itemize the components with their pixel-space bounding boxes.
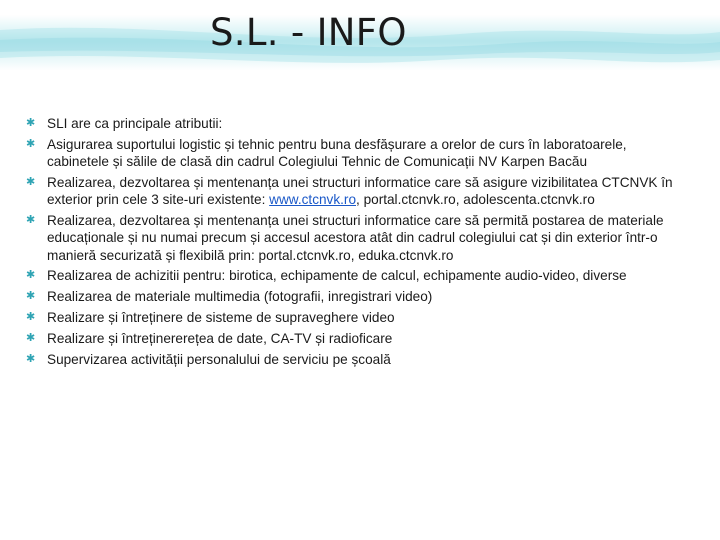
bullet-item	[26, 351, 690, 368]
asterisk-bullet-icon: ✱	[26, 117, 36, 129]
asterisk-bullet-icon: ✱	[26, 269, 36, 282]
bullet-item	[26, 174, 690, 209]
bullet-item	[26, 136, 690, 171]
asterisk-bullet-icon: ✱	[26, 175, 36, 188]
bullet-text: Realizarea de achizitii pentru: birotica, echipamente de calcul, echipamente audio-video, diverse	[47, 268, 627, 284]
asterisk-bullet-icon: ✱	[26, 290, 36, 303]
asterisk-bullet-icon: ✱	[26, 137, 36, 150]
bullet-text: Asigurarea suportului logistic și tehnic pentru buna desfășurare a orelor de curs în laboratoarele, cabinetele și sălile de clasă din cadrul Colegiului Tehnic de Comunicații NV Karpen Bacău	[47, 136, 627, 170]
asterisk-bullet-icon: ✱	[26, 310, 36, 323]
bullet-text: Supervizarea activității personalului de serviciu pe școală	[47, 351, 391, 367]
bullet-item	[26, 309, 690, 326]
website-link[interactable]: www.ctcnvk.ro	[269, 192, 357, 208]
bullet-item	[26, 267, 690, 284]
bullet-item	[26, 115, 690, 132]
asterisk-bullet-icon: ✱	[26, 213, 36, 226]
bullet-text: Realizare și întreținere de sisteme de supraveghere video	[47, 309, 395, 325]
bullet-text: Realizare și întreținererețea de date, CA-TV și radioficare	[47, 330, 393, 346]
bullet-text: SLI are ca principale atributii:	[47, 116, 223, 131]
title-band	[0, 0, 720, 82]
bullet-text: Realizarea, dezvoltarea și mentenanța unei structuri informatice care să permită postarea de materiale educaționale și nu numai precum și accesul acestora atât din cadrul colegiului cat și din exterior într-o manieră securizată și flexibilă prin: portal.ctcnvk.ro, eduka.ctcnvk.ro	[47, 212, 664, 263]
bullet-text-continued: , portal.ctcnvk.ro, adolescenta.ctcnvk.ro	[356, 192, 595, 208]
bullet-item	[26, 330, 690, 347]
bullet-list	[26, 115, 690, 371]
slide-title: S.L. - INFO	[210, 11, 407, 54]
bullet-item	[26, 288, 690, 305]
asterisk-bullet-icon: ✱	[26, 331, 36, 344]
bullet-text: Realizarea de materiale multimedia (fotografii, inregistrari video)	[47, 289, 433, 305]
bullet-item	[26, 212, 690, 264]
asterisk-bullet-icon: ✱	[26, 352, 36, 365]
bullet-text: Realizarea, dezvoltarea și mentenanța unei structuri informatice care să asigure vizibilitatea CTCNVK în exterior prin cele 3 site-uri existente:	[47, 174, 673, 208]
